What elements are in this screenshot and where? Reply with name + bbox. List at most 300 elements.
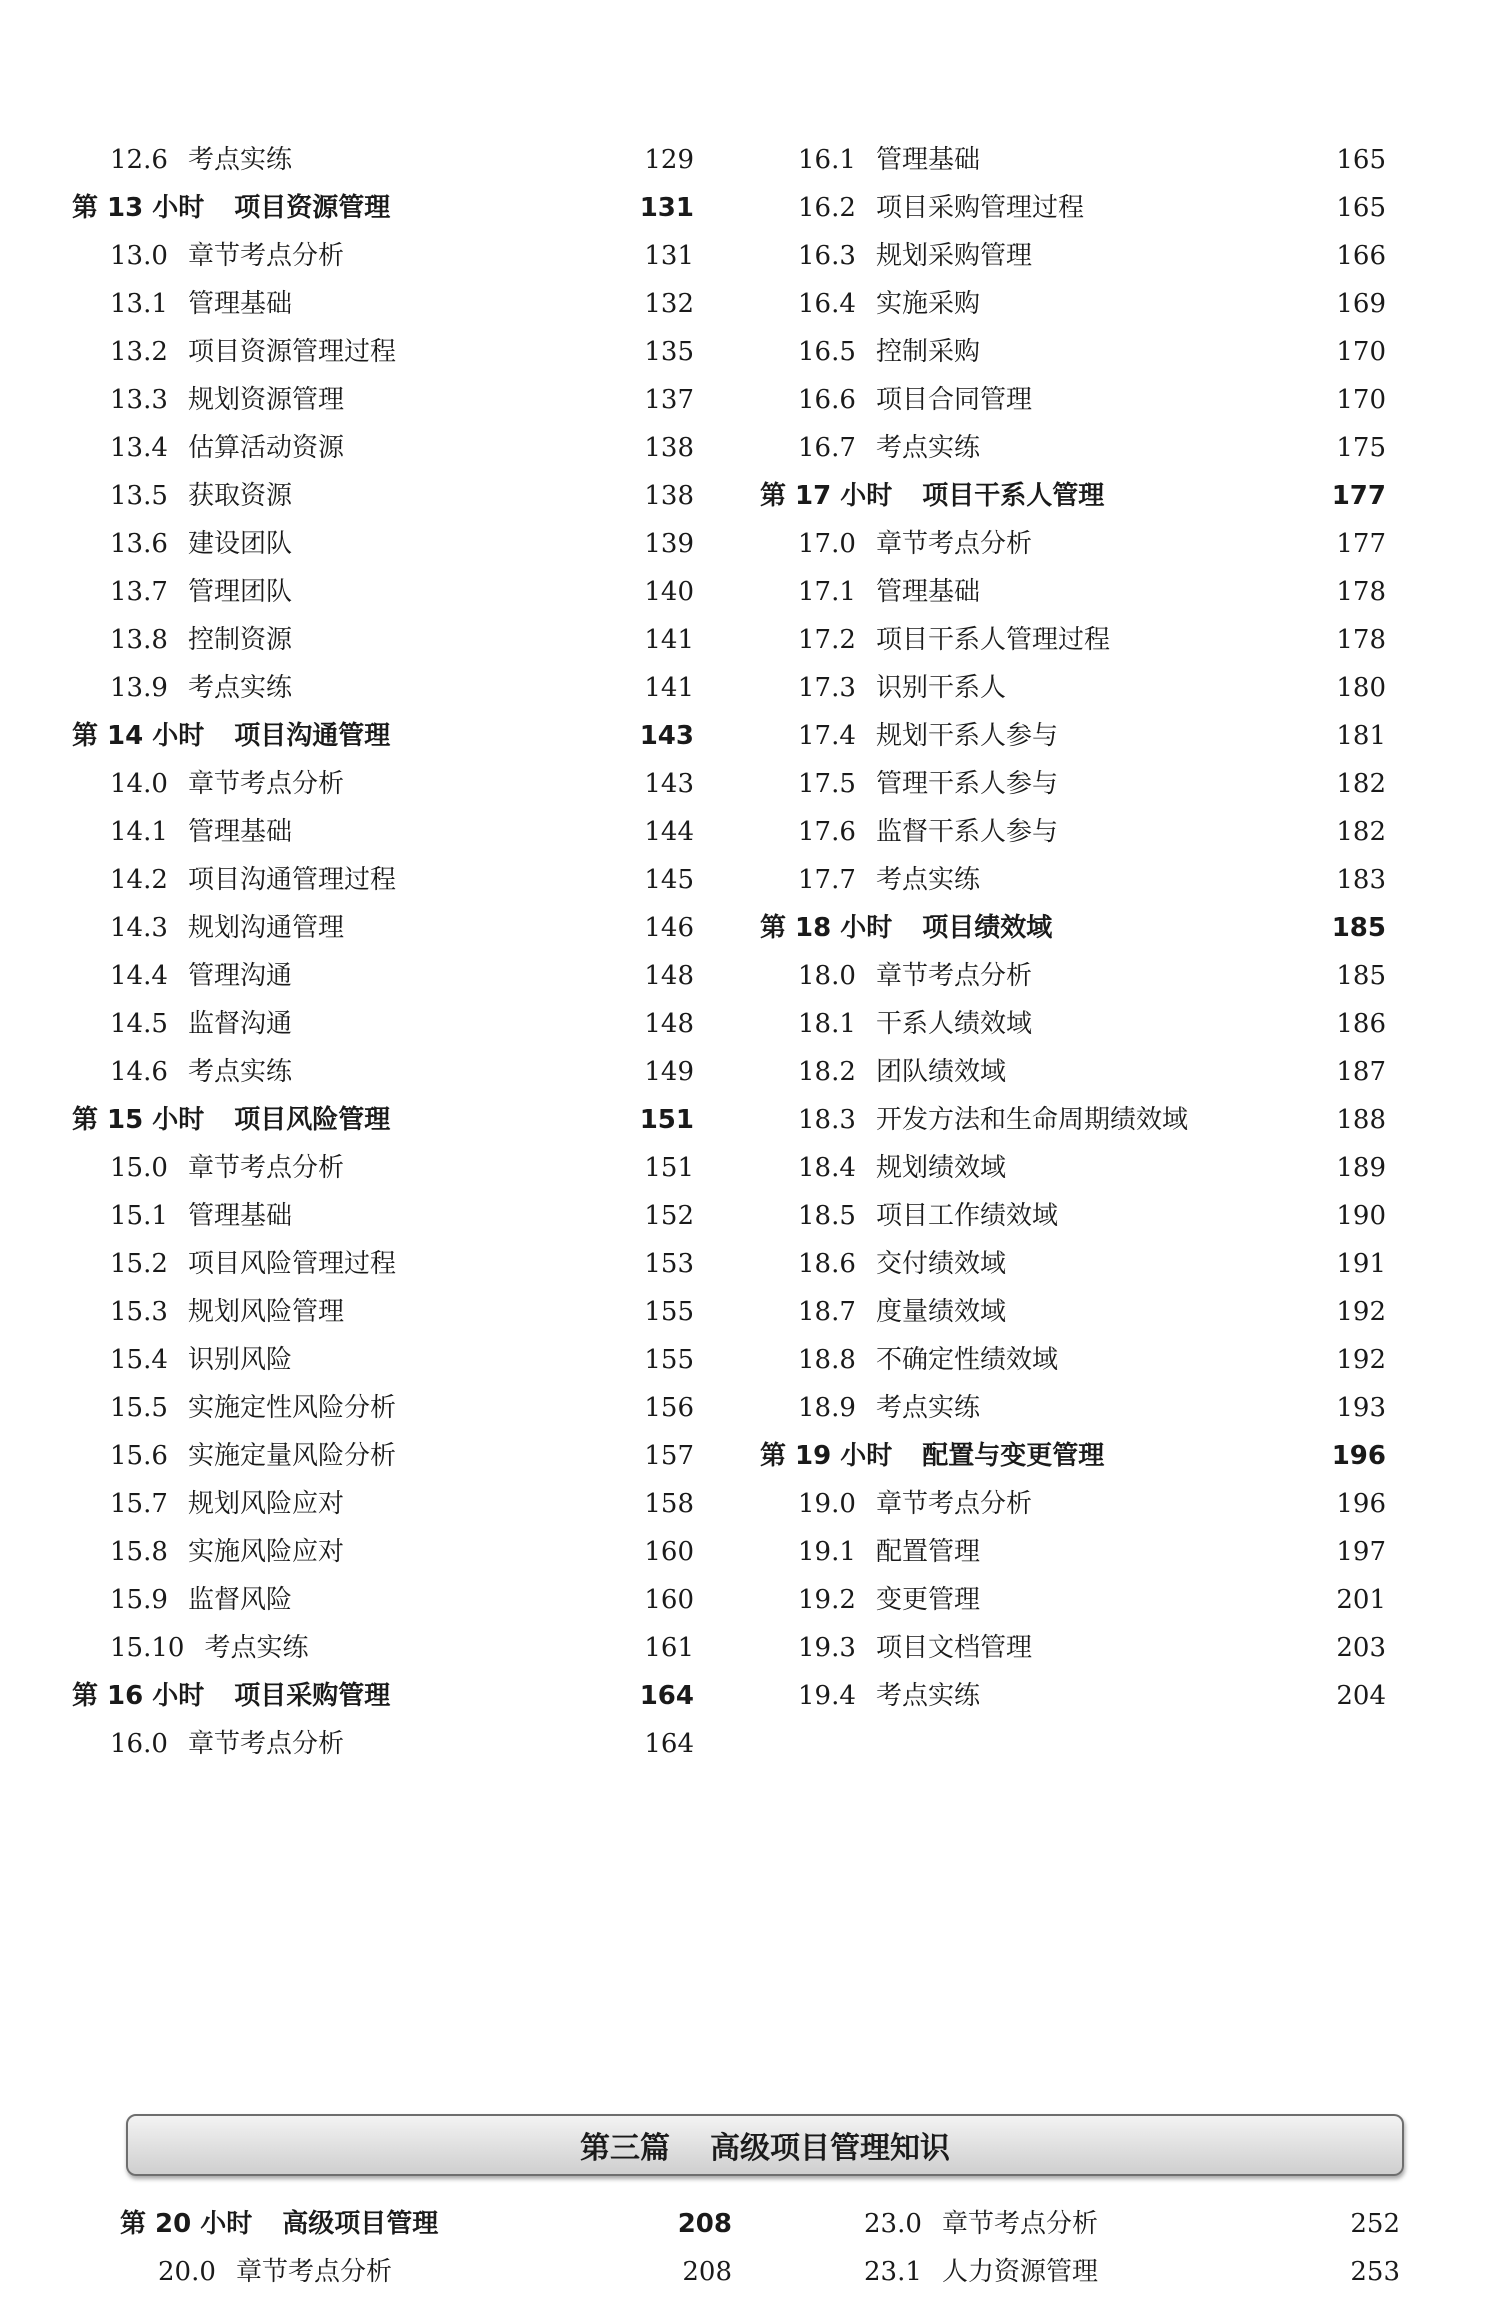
toc-entry-number: 第 13 小时 bbox=[72, 193, 205, 223]
toc-leader-dots bbox=[348, 1144, 640, 1192]
toc-entry-number: 13.7 bbox=[110, 577, 168, 607]
toc-entry-number: 18.2 bbox=[798, 1057, 856, 1087]
toc-entry-page: 181 bbox=[1336, 721, 1386, 751]
toc-entry-title: 规划风险应对 bbox=[188, 1489, 345, 1519]
toc-entry-title: 管理基础 bbox=[188, 1201, 293, 1231]
toc-entry-number: 18.3 bbox=[798, 1105, 856, 1135]
toc-entry-page: 131 bbox=[639, 193, 694, 223]
toc-section-entry[interactable] bbox=[760, 1288, 1386, 1336]
toc-leader-dots bbox=[348, 760, 640, 808]
toc-entry-number: 17.0 bbox=[798, 529, 856, 559]
toc-leader-dots bbox=[396, 2248, 678, 2296]
toc-leader-dots bbox=[400, 856, 640, 904]
toc-entry-number: 18.0 bbox=[798, 961, 856, 991]
toc-section-entry[interactable] bbox=[760, 520, 1386, 568]
toc-entry-number: 13.6 bbox=[110, 529, 168, 559]
toc-entry-number: 第 14 小时 bbox=[72, 721, 205, 751]
toc-entry-page: 155 bbox=[644, 1297, 694, 1327]
toc-leader-dots bbox=[1036, 1480, 1332, 1528]
toc-entry-page: 177 bbox=[1336, 529, 1386, 559]
toc-section-entry[interactable] bbox=[72, 1192, 694, 1240]
toc-section-entry[interactable] bbox=[72, 1288, 694, 1336]
toc-section-entry[interactable] bbox=[760, 1096, 1386, 1144]
toc-chapter-entry[interactable] bbox=[760, 472, 1386, 520]
toc-entry-page: 132 bbox=[644, 289, 694, 319]
toc-section-entry[interactable] bbox=[760, 1480, 1386, 1528]
toc-entry-number: 17.4 bbox=[798, 721, 856, 751]
toc-section-entry[interactable] bbox=[72, 1048, 694, 1096]
toc-section-entry[interactable] bbox=[72, 1000, 694, 1048]
toc-section-entry[interactable] bbox=[760, 1576, 1386, 1624]
toc-leader-dots bbox=[1088, 184, 1332, 232]
toc-entry-title: 规划绩效域 bbox=[876, 1153, 1007, 1183]
toc-entry-title: 交付绩效域 bbox=[876, 1249, 1007, 1279]
part-title: 高级项目管理知识 bbox=[710, 2131, 950, 2166]
toc-leader-dots bbox=[1192, 1096, 1332, 1144]
toc-entry-title: 项目资源管理 bbox=[234, 193, 391, 223]
toc-leader-dots bbox=[394, 1096, 635, 1144]
toc-section-entry[interactable] bbox=[72, 904, 694, 952]
toc-entry-number: 第 16 小时 bbox=[72, 1681, 205, 1711]
toc-entry-title: 配置与变更管理 bbox=[922, 1441, 1105, 1471]
toc-section-entry[interactable] bbox=[760, 1192, 1386, 1240]
toc-entry-number: 14.1 bbox=[110, 817, 168, 847]
toc-entry-number: 17.3 bbox=[798, 673, 856, 703]
toc-entry-number: 18.1 bbox=[798, 1009, 856, 1039]
toc-entry-page: 161 bbox=[644, 1633, 694, 1663]
toc-section-entry[interactable] bbox=[72, 1624, 694, 1672]
toc-entry-title: 考点实练 bbox=[876, 1681, 981, 1711]
toc-section-entry[interactable] bbox=[760, 328, 1386, 376]
toc-leader-dots bbox=[1010, 1288, 1332, 1336]
toc-entry-page: 129 bbox=[644, 145, 694, 175]
toc-section-entry[interactable] bbox=[760, 664, 1386, 712]
toc-entry-number: 13.1 bbox=[110, 289, 168, 319]
toc-chapter-entry[interactable] bbox=[760, 904, 1386, 952]
toc-entry-title: 规划风险管理 bbox=[188, 1297, 345, 1327]
toc-entry-page: 160 bbox=[644, 1537, 694, 1567]
toc-section-entry[interactable] bbox=[72, 472, 694, 520]
toc-entry-page: 151 bbox=[639, 1105, 694, 1135]
toc-section-entry[interactable] bbox=[72, 232, 694, 280]
toc-section-entry[interactable] bbox=[72, 1480, 694, 1528]
toc-leader-dots bbox=[984, 136, 1332, 184]
toc-section-entry[interactable] bbox=[760, 184, 1386, 232]
toc-entry-page: 153 bbox=[644, 1249, 694, 1279]
toc-entry-number: 18.9 bbox=[798, 1393, 856, 1423]
toc-chapter-entry[interactable] bbox=[120, 2200, 732, 2248]
toc-entry-number: 17.7 bbox=[798, 865, 856, 895]
toc-entry-title: 考点实练 bbox=[188, 673, 293, 703]
toc-entry-page: 138 bbox=[644, 481, 694, 511]
toc-entry-page: 131 bbox=[644, 241, 694, 271]
toc-leader-dots bbox=[1108, 472, 1327, 520]
toc-entry-title: 监督沟通 bbox=[188, 1009, 293, 1039]
toc-entry-page: 146 bbox=[644, 913, 694, 943]
toc-entry-number: 15.5 bbox=[110, 1393, 168, 1423]
toc-leader-dots bbox=[296, 1336, 640, 1384]
toc-entry-page: 182 bbox=[1336, 769, 1386, 799]
toc-leader-dots bbox=[1062, 1336, 1332, 1384]
toc-leader-dots bbox=[296, 1048, 640, 1096]
toc-section-entry[interactable] bbox=[72, 328, 694, 376]
toc-entry-title: 开发方法和生命周期绩效域 bbox=[876, 1105, 1189, 1135]
toc-entry-number: 15.1 bbox=[110, 1201, 168, 1231]
toc-leader-dots bbox=[400, 1240, 640, 1288]
toc-section-entry[interactable] bbox=[760, 856, 1386, 904]
toc-section-entry[interactable] bbox=[760, 1144, 1386, 1192]
toc-leader-dots bbox=[984, 856, 1332, 904]
toc-leader-dots bbox=[348, 232, 640, 280]
toc-entry-page: 201 bbox=[1336, 1585, 1386, 1615]
toc-leader-dots bbox=[348, 904, 640, 952]
toc-entry-title: 管理沟通 bbox=[188, 961, 293, 991]
toc-entry-title: 实施定量风险分析 bbox=[188, 1441, 397, 1471]
toc-chapter-entry[interactable] bbox=[760, 1432, 1386, 1480]
toc-entry-page: 193 bbox=[1336, 1393, 1386, 1423]
toc-leader-dots bbox=[984, 568, 1332, 616]
toc-entry-title: 获取资源 bbox=[188, 481, 293, 511]
toc-entry-title: 项目沟通管理过程 bbox=[188, 865, 397, 895]
toc-leader-dots bbox=[1010, 1048, 1332, 1096]
toc-leader-dots bbox=[394, 712, 635, 760]
toc-leader-dots bbox=[348, 1288, 640, 1336]
toc-entry-title: 考点实练 bbox=[204, 1633, 309, 1663]
toc-entry-page: 182 bbox=[1336, 817, 1386, 847]
toc-entry-title: 章节考点分析 bbox=[236, 2257, 393, 2287]
toc-entry-title: 配置管理 bbox=[876, 1537, 981, 1567]
toc-entry-page: 148 bbox=[644, 1009, 694, 1039]
toc-leader-dots bbox=[296, 1000, 640, 1048]
toc-section-entry[interactable] bbox=[760, 136, 1386, 184]
toc-leader-dots bbox=[348, 1720, 640, 1768]
toc-entry-number: 15.7 bbox=[110, 1489, 168, 1519]
toc-leader-dots bbox=[984, 1576, 1332, 1624]
toc-entry-title: 识别风险 bbox=[188, 1345, 293, 1375]
toc-leader-dots bbox=[984, 1384, 1332, 1432]
toc-entry-title: 项目沟通管理 bbox=[234, 721, 391, 751]
toc-entry-number: 16.7 bbox=[798, 433, 856, 463]
toc-entry-title: 不确定性绩效域 bbox=[876, 1345, 1059, 1375]
toc-entry-title: 项目文档管理 bbox=[876, 1633, 1033, 1663]
toc-section-entry[interactable] bbox=[760, 568, 1386, 616]
toc-entry-number: 14.6 bbox=[110, 1057, 168, 1087]
toc-entry-page: 187 bbox=[1336, 1057, 1386, 1087]
toc-entry-number: 13.8 bbox=[110, 625, 168, 655]
toc-entry-page: 183 bbox=[1336, 865, 1386, 895]
toc-chapter-entry[interactable] bbox=[72, 1096, 694, 1144]
toc-section-entry[interactable] bbox=[72, 1528, 694, 1576]
toc-section-entry[interactable] bbox=[760, 232, 1386, 280]
toc-section-entry[interactable] bbox=[72, 808, 694, 856]
toc-entry-title: 人力资源管理 bbox=[942, 2257, 1099, 2287]
toc-leader-dots bbox=[296, 1192, 640, 1240]
toc-entry-page: 197 bbox=[1336, 1537, 1386, 1567]
toc-entry-page: 160 bbox=[644, 1585, 694, 1615]
toc-leader-dots bbox=[1036, 520, 1332, 568]
toc-section-entry[interactable] bbox=[72, 1720, 694, 1768]
toc-entry-page: 196 bbox=[1331, 1441, 1386, 1471]
toc-entry-page: 165 bbox=[1336, 193, 1386, 223]
toc-leader-dots bbox=[1062, 712, 1332, 760]
toc-section-entry[interactable] bbox=[72, 280, 694, 328]
toc-section-entry[interactable] bbox=[72, 1384, 694, 1432]
toc-entry-title: 考点实练 bbox=[876, 1393, 981, 1423]
toc-section-entry[interactable] bbox=[72, 1240, 694, 1288]
toc-leader-dots bbox=[394, 184, 635, 232]
toc-entry-number: 13.3 bbox=[110, 385, 168, 415]
toc-leader-dots bbox=[984, 328, 1332, 376]
toc-entry-title: 度量绩效域 bbox=[876, 1297, 1007, 1327]
toc-entry-page: 151 bbox=[644, 1153, 694, 1183]
toc-entry-title: 干系人绩效域 bbox=[876, 1009, 1033, 1039]
toc-section-entry[interactable] bbox=[120, 2248, 732, 2296]
toc-entry-title: 管理基础 bbox=[188, 289, 293, 319]
toc-leader-dots bbox=[1010, 1240, 1332, 1288]
toc-section-entry[interactable] bbox=[72, 424, 694, 472]
toc-entry-number: 16.6 bbox=[798, 385, 856, 415]
toc-entry-number: 15.4 bbox=[110, 1345, 168, 1375]
toc-leader-dots bbox=[984, 424, 1332, 472]
toc-entry-number: 19.1 bbox=[798, 1537, 856, 1567]
toc-section-entry[interactable] bbox=[72, 1576, 694, 1624]
toc-entry-page: 135 bbox=[644, 337, 694, 367]
toc-entry-number: 17.1 bbox=[798, 577, 856, 607]
toc-entry-page: 156 bbox=[644, 1393, 694, 1423]
toc-leader-dots bbox=[984, 1672, 1332, 1720]
toc-section-entry[interactable] bbox=[760, 1048, 1386, 1096]
toc-bottom-right-column bbox=[826, 2200, 1400, 2296]
toc-entry-page: 157 bbox=[644, 1441, 694, 1471]
toc-leader-dots bbox=[296, 664, 640, 712]
toc-leader-dots bbox=[1114, 616, 1332, 664]
toc-section-entry[interactable] bbox=[72, 376, 694, 424]
toc-section-entry[interactable] bbox=[826, 2248, 1400, 2296]
toc-entry-page: 208 bbox=[677, 2209, 732, 2239]
toc-entry-number: 19.0 bbox=[798, 1489, 856, 1519]
toc-leader-dots bbox=[1102, 2248, 1346, 2296]
toc-entry-title: 管理团队 bbox=[188, 577, 293, 607]
toc-entry-page: 141 bbox=[644, 625, 694, 655]
toc-leader-dots bbox=[400, 1432, 640, 1480]
toc-entry-page: 252 bbox=[1350, 2209, 1400, 2239]
toc-entry-number: 13.2 bbox=[110, 337, 168, 367]
toc-section-entry[interactable] bbox=[72, 1336, 694, 1384]
toc-entry-title: 考点实练 bbox=[876, 433, 981, 463]
toc-entry-number: 16.1 bbox=[798, 145, 856, 175]
toc-leader-dots bbox=[1102, 2200, 1346, 2248]
toc-section-entry[interactable] bbox=[760, 1528, 1386, 1576]
toc-entry-number: 23.1 bbox=[864, 2257, 922, 2287]
toc-section-entry[interactable] bbox=[760, 280, 1386, 328]
toc-section-entry[interactable] bbox=[72, 1432, 694, 1480]
toc-entry-page: 141 bbox=[644, 673, 694, 703]
toc-entry-page: 140 bbox=[644, 577, 694, 607]
toc-entry-page: 253 bbox=[1350, 2257, 1400, 2287]
toc-section-entry[interactable] bbox=[760, 1240, 1386, 1288]
toc-entry-title: 规划沟通管理 bbox=[188, 913, 345, 943]
toc-entry-title: 估算活动资源 bbox=[188, 433, 345, 463]
toc-section-entry[interactable] bbox=[760, 424, 1386, 472]
toc-leader-dots bbox=[296, 808, 640, 856]
toc-entry-title: 章节考点分析 bbox=[188, 241, 345, 271]
toc-entry-page: 170 bbox=[1336, 337, 1386, 367]
toc-entry-number: 15.10 bbox=[110, 1633, 185, 1663]
toc-entry-number: 19.3 bbox=[798, 1633, 856, 1663]
toc-leader-dots bbox=[296, 952, 640, 1000]
toc-entry-number: 16.5 bbox=[798, 337, 856, 367]
toc-entry-title: 管理基础 bbox=[876, 577, 981, 607]
toc-leader-dots bbox=[400, 328, 640, 376]
toc-entry-title: 变更管理 bbox=[876, 1585, 981, 1615]
toc-section-entry[interactable] bbox=[760, 616, 1386, 664]
toc-entry-title: 章节考点分析 bbox=[188, 1729, 345, 1759]
toc-entry-number: 18.5 bbox=[798, 1201, 856, 1231]
toc-entry-page: 170 bbox=[1336, 385, 1386, 415]
toc-entry-title: 监督风险 bbox=[188, 1585, 293, 1615]
part-banner bbox=[126, 2114, 1404, 2176]
toc-section-entry[interactable] bbox=[760, 808, 1386, 856]
toc-entry-page: 189 bbox=[1336, 1153, 1386, 1183]
toc-entry-page: 143 bbox=[639, 721, 694, 751]
toc-entry-page: 178 bbox=[1336, 577, 1386, 607]
toc-entry-title: 规划采购管理 bbox=[876, 241, 1033, 271]
toc-entry-number: 18.8 bbox=[798, 1345, 856, 1375]
toc-entry-number: 15.6 bbox=[110, 1441, 168, 1471]
toc-bottom-left-column bbox=[120, 2200, 732, 2296]
toc-leader-dots bbox=[400, 1384, 640, 1432]
toc-entry-title: 考点实练 bbox=[188, 1057, 293, 1087]
toc-entry-title: 项目风险管理过程 bbox=[188, 1249, 397, 1279]
toc-leader-dots bbox=[1036, 232, 1332, 280]
toc-section-entry[interactable] bbox=[72, 664, 694, 712]
toc-entry-page: 180 bbox=[1336, 673, 1386, 703]
toc-entry-page: 149 bbox=[644, 1057, 694, 1087]
toc-section-entry[interactable] bbox=[72, 568, 694, 616]
toc-entry-title: 实施采购 bbox=[876, 289, 981, 319]
toc-entry-title: 项目资源管理过程 bbox=[188, 337, 397, 367]
toc-entry-page: 169 bbox=[1336, 289, 1386, 319]
toc-entry-number: 19.2 bbox=[798, 1585, 856, 1615]
toc-entry-title: 实施风险应对 bbox=[188, 1537, 345, 1567]
toc-entry-page: 145 bbox=[644, 865, 694, 895]
toc-entry-page: 139 bbox=[644, 529, 694, 559]
toc-entry-title: 识别干系人 bbox=[876, 673, 1007, 703]
toc-entry-page: 185 bbox=[1336, 961, 1386, 991]
toc-entry-title: 项目干系人管理过程 bbox=[876, 625, 1111, 655]
toc-section-entry[interactable] bbox=[72, 760, 694, 808]
toc-entry-number: 13.4 bbox=[110, 433, 168, 463]
toc-entry-title: 章节考点分析 bbox=[188, 769, 345, 799]
toc-leader-dots bbox=[296, 1576, 640, 1624]
toc-leader-dots bbox=[1062, 760, 1332, 808]
toc-entry-title: 控制资源 bbox=[188, 625, 293, 655]
toc-entry-number: 14.5 bbox=[110, 1009, 168, 1039]
toc-entry-number: 16.2 bbox=[798, 193, 856, 223]
toc-chapter-entry[interactable] bbox=[72, 712, 694, 760]
toc-section-entry[interactable] bbox=[72, 856, 694, 904]
toc-entry-page: 190 bbox=[1336, 1201, 1386, 1231]
toc-entry-number: 15.0 bbox=[110, 1153, 168, 1183]
toc-entry-number: 12.6 bbox=[110, 145, 168, 175]
toc-entry-number: 第 19 小时 bbox=[760, 1441, 893, 1471]
toc-entry-title: 章节考点分析 bbox=[942, 2209, 1099, 2239]
toc-section-entry[interactable] bbox=[760, 760, 1386, 808]
toc-entry-number: 第 15 小时 bbox=[72, 1105, 205, 1135]
toc-entry-page: 165 bbox=[1336, 145, 1386, 175]
toc-entry-page: 178 bbox=[1336, 625, 1386, 655]
toc-entry-number: 20.0 bbox=[158, 2257, 216, 2287]
toc-entry-page: 137 bbox=[644, 385, 694, 415]
toc-entry-number: 13.9 bbox=[110, 673, 168, 703]
toc-leader-dots bbox=[394, 1672, 635, 1720]
toc-entry-number: 14.3 bbox=[110, 913, 168, 943]
toc-section-entry[interactable] bbox=[760, 712, 1386, 760]
toc-section-entry[interactable] bbox=[760, 1336, 1386, 1384]
toc-entry-page: 196 bbox=[1336, 1489, 1386, 1519]
toc-leader-dots bbox=[348, 424, 640, 472]
toc-section-entry[interactable] bbox=[72, 952, 694, 1000]
toc-entry-number: 19.4 bbox=[798, 1681, 856, 1711]
toc-entry-title: 规划资源管理 bbox=[188, 385, 345, 415]
toc-section-entry[interactable] bbox=[826, 2200, 1400, 2248]
toc-leader-dots bbox=[296, 568, 640, 616]
toc-section-entry[interactable] bbox=[72, 136, 694, 184]
toc-entry-page: 208 bbox=[682, 2257, 732, 2287]
toc-leader-dots bbox=[1036, 952, 1332, 1000]
toc-entry-number: 第 17 小时 bbox=[760, 481, 893, 511]
toc-entry-number: 13.5 bbox=[110, 481, 168, 511]
toc-entry-number: 18.7 bbox=[798, 1297, 856, 1327]
toc-entry-title: 项目采购管理 bbox=[234, 1681, 391, 1711]
toc-section-entry[interactable] bbox=[72, 616, 694, 664]
toc-entry-number: 16.3 bbox=[798, 241, 856, 271]
toc-entry-title: 项目绩效域 bbox=[922, 913, 1053, 943]
toc-entry-title: 项目工作绩效域 bbox=[876, 1201, 1059, 1231]
toc-chapter-entry[interactable] bbox=[72, 184, 694, 232]
toc-chapter-entry[interactable] bbox=[72, 1672, 694, 1720]
toc-leader-dots bbox=[348, 1480, 640, 1528]
toc-entry-number: 第 20 小时 bbox=[120, 2209, 253, 2239]
toc-leader-dots bbox=[1010, 664, 1332, 712]
toc-section-entry[interactable] bbox=[760, 1384, 1386, 1432]
toc-section-entry[interactable] bbox=[760, 376, 1386, 424]
toc-entry-number: 15.3 bbox=[110, 1297, 168, 1327]
toc-right-column bbox=[760, 136, 1386, 1720]
toc-entry-page: 185 bbox=[1331, 913, 1386, 943]
toc-entry-number: 17.6 bbox=[798, 817, 856, 847]
toc-entry-page: 155 bbox=[644, 1345, 694, 1375]
part-number: 第三篇 bbox=[580, 2131, 670, 2166]
toc-section-entry[interactable] bbox=[72, 520, 694, 568]
toc-section-entry[interactable] bbox=[760, 952, 1386, 1000]
toc-entry-page: 191 bbox=[1336, 1249, 1386, 1279]
toc-section-entry[interactable] bbox=[760, 1672, 1386, 1720]
toc-leader-dots bbox=[296, 520, 640, 568]
toc-leader-dots bbox=[296, 136, 640, 184]
toc-leader-dots bbox=[1056, 904, 1327, 952]
toc-entry-title: 项目采购管理过程 bbox=[876, 193, 1085, 223]
toc-entry-title: 管理基础 bbox=[876, 145, 981, 175]
toc-entry-page: 166 bbox=[1336, 241, 1386, 271]
toc-section-entry[interactable] bbox=[760, 1000, 1386, 1048]
toc-entry-number: 16.0 bbox=[110, 1729, 168, 1759]
toc-entry-number: 16.4 bbox=[798, 289, 856, 319]
toc-leader-dots bbox=[442, 2200, 673, 2248]
toc-section-entry[interactable] bbox=[760, 1624, 1386, 1672]
toc-leader-dots bbox=[1036, 376, 1332, 424]
toc-section-entry[interactable] bbox=[72, 1144, 694, 1192]
